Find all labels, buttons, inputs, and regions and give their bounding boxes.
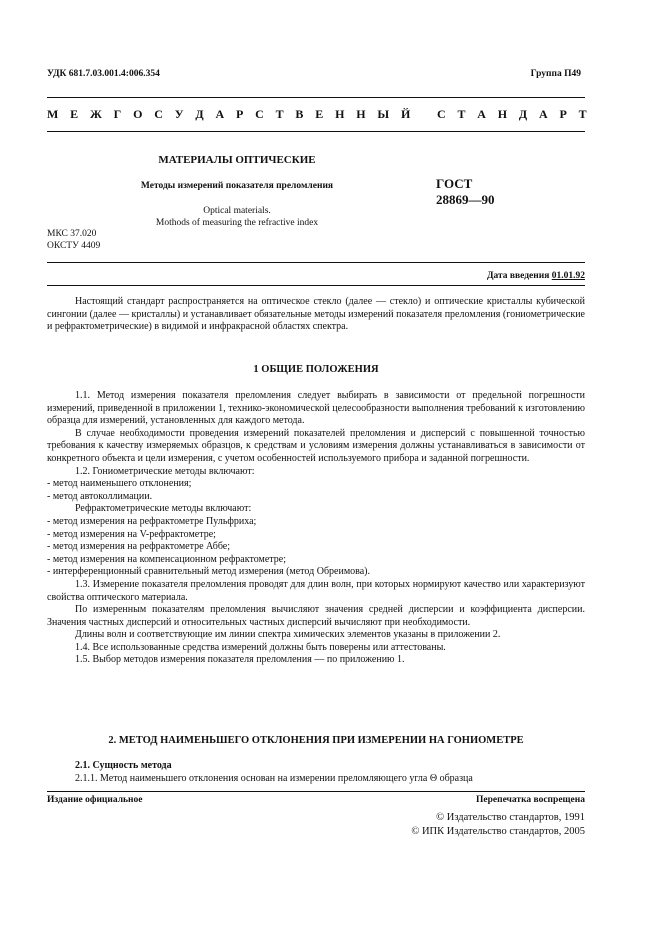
banner-letter: С (436, 107, 446, 121)
date-label: Дата введения (486, 271, 550, 281)
banner-letter: А (477, 107, 486, 121)
paragraph-1-3c: Длины волн и соответствующие им линии спектра химических элементов указаны в приложении 2. (75, 629, 501, 641)
effective-date (487, 270, 585, 283)
refractometric-intro: Рефрактометрические методы включают: (75, 503, 252, 515)
list-item: - метод измерения на рефрактометре Аббе; (47, 541, 231, 553)
date-bottom-rule (47, 285, 585, 286)
section-1-title: 1 ОБЩИЕ ПОЛОЖЕНИЯ (253, 364, 379, 375)
banner-letter: А (538, 107, 548, 121)
subsection-2-1-title: 2.1. Сущность метода (75, 760, 172, 771)
banner-letter: В (295, 107, 304, 121)
banner-letter: Г (113, 107, 122, 121)
banner-letter: Ы (377, 107, 390, 121)
banner-letter: У (174, 107, 184, 121)
banner-letter: Р (559, 107, 567, 121)
section-1-body (47, 390, 585, 667)
banner-letter: Е (70, 107, 79, 121)
list-item: - метод измерения на компенсационном рефрактометре; (47, 553, 286, 565)
gost-label: ГОСТ (436, 176, 473, 191)
banner-letter: Т (275, 107, 284, 121)
banner-letter: Д (195, 107, 204, 121)
banner-letter: Т (457, 107, 466, 121)
date-rule (47, 262, 585, 263)
english-subtitle: Mothods of measuring the refractive index (155, 218, 319, 228)
intro-paragraph: Настоящий стандарт распространяется на оптическое стекло (далее — стекло) и оптические кристаллы кубической сингонии (далее — кристаллы) и устанавливает обязательные методы измерений показателя преломления (гониометрические и рефрактометрические) в видимой и инфракрасной областях спектра. (47, 296, 585, 333)
banner-letter: С (255, 107, 264, 121)
paragraph-2-1-1: 2.1.1. Метод наименьшего отклонения основан на измерении преломляющего угла Θ образца (75, 772, 473, 784)
banner-letter: А (215, 107, 225, 121)
paragraph-1-1: 1.1. Метод измерения показателя преломления следует выбирать в зависимости от предельной погрешности измерений, приведенной в приложении 1, технико-экономической целесообразности выполнения требований к изготовлению образца для измерений, установленных для каждого метода. (47, 390, 585, 427)
okstu-code: ОКСТУ 4409 (47, 241, 101, 251)
udk-code: УДК 681.7.03.001.4:006.354 (47, 69, 160, 79)
reprint-prohibited-label: Перепечатка воспрещена (475, 795, 585, 805)
list-item: - метод измерения на рефрактометре Пульфриха; (47, 515, 257, 527)
list-item: - метод автоколлимации. (47, 490, 153, 502)
document-title: МАТЕРИАЛЫ ОПТИЧЕСКИЕ (158, 154, 316, 166)
banner-letter: Н (335, 107, 345, 121)
banner-letter: Р (235, 107, 244, 121)
banner-letter: Т (578, 107, 587, 121)
official-edition-label: Издание официальное (47, 795, 143, 805)
date-value: 01.01.92 (551, 271, 585, 281)
mks-code: МКС 37.020 (47, 229, 97, 239)
banner-rule (47, 131, 585, 132)
banner-letter: Ж (89, 107, 102, 121)
banner-letter: Д (518, 107, 528, 121)
paragraph-1-3: 1.3. Измерение показателя преломления проводят для длин волн, при которых нормируют качество или характеризуют свойства оптического материала. (47, 578, 585, 603)
list-item: - метод наименьшего отклонения; (47, 478, 192, 490)
footer-rule (47, 791, 585, 792)
paragraph-1-3b: По измеренным показателям преломления вычисляют значения средней дисперсии и коэффициента дисперсии. Значения частных дисперсий и относительных частных дисперсий вычисляют при необходимости. (47, 604, 585, 628)
banner-letter: О (133, 107, 143, 121)
paragraph-1-4: 1.4. Все использованные средства измерений должны быть поверены или аттестованы. (75, 641, 446, 653)
paragraph-1-2: 1.2. Гониометрические методы включают: (75, 465, 255, 477)
gost-number: 28869—90 (436, 192, 495, 207)
section-2-title: 2. МЕТОД НАИМЕНЬШЕГО ОТКЛОНЕНИЯ ПРИ ИЗМЕРЕНИИ НА ГОНИОМЕТРЕ (108, 735, 524, 746)
banner-letter: С (154, 107, 163, 121)
section-2-body (47, 760, 585, 785)
banner-letter (422, 108, 425, 121)
copyright-2005: © ИПК Издательство стандартов, 2005 (411, 826, 585, 837)
banner-letter: М (47, 107, 59, 121)
group-code: Группа П49 (530, 69, 581, 79)
document-subtitle: Методы измерений показателя преломления (140, 181, 334, 191)
paragraph-1-1b: В случае необходимости проведения измерений показателей преломления и дисперсий с повышенной точностью требования к качеству измеряемых образцов, к средствам и условиям измерения должны устанавливаться в зависимости от конкретного объекта и цели измерения, с учетом особенностей используемого прибора и заданной погрешности. (47, 427, 585, 464)
interstate-standard-banner (47, 108, 587, 121)
banner-letter: Й (400, 107, 411, 121)
banner-letter: Н (356, 107, 366, 121)
banner-letter: Е (315, 107, 324, 121)
paragraph-1-5: 1.5. Выбор методов измерения показателя преломления — по приложению 1. (75, 654, 405, 666)
list-item: - интерференционный сравнительный метод измерения (метод Обреимова). (47, 566, 371, 578)
banner-letter: Н (497, 107, 508, 121)
english-title: Optical materials. (203, 206, 271, 216)
top-rule (47, 97, 585, 98)
copyright-1991: © Издательство стандартов, 1991 (436, 812, 585, 823)
list-item: - метод измерения на V-рефрактометре; (47, 528, 216, 540)
